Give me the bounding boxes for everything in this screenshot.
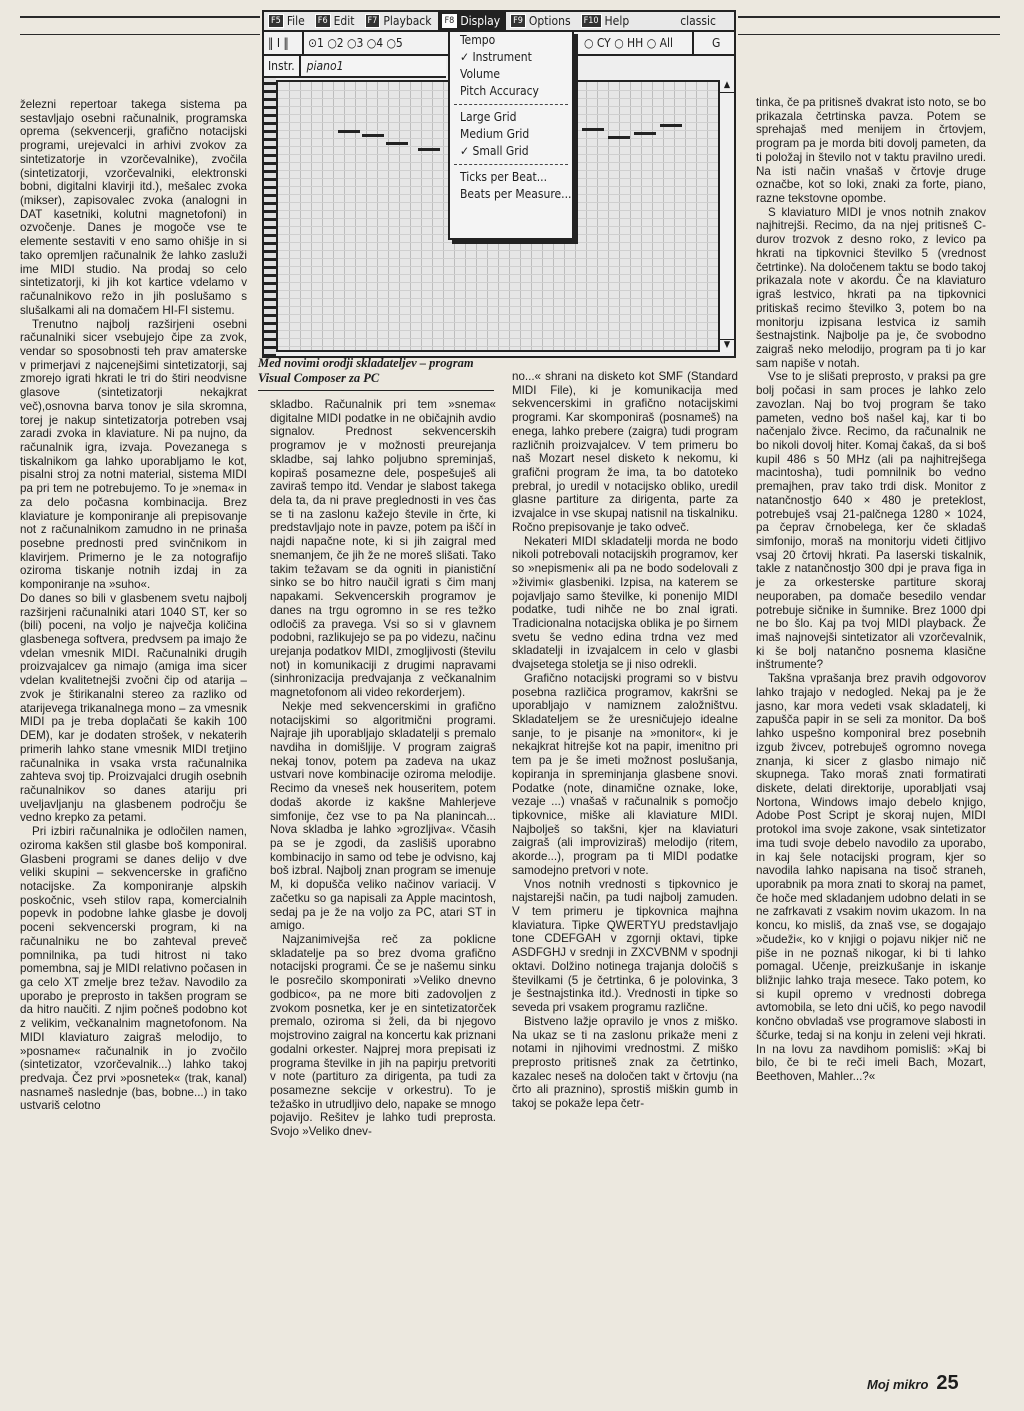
piano-key <box>264 138 276 141</box>
grid-row <box>278 322 719 323</box>
menu-options[interactable]: F9 Options <box>506 12 576 30</box>
paragraph: Grafično notacijski programi so v bistvu posebna različica programov, kakršni se uporabljajo v namiznem založništvu. Skladateljem se že uresničujejo idealne sanje, to je pisanje na »monitor«, ki je nekajkrat hitrejše kot na papir, imenitno pri tem pa je še imeti možnost poslušanja, kopiranja in spreminjanja glasbene snovi. Podatke (note, dinamične oznake, loke, vezaje ...) vnašaš v računalnik s pomočjo tipkovnice, miške ali klaviature MIDI. Najbolješ so takšni, kjer na klaviaturi zaigraš (ali improviziraš) melodijo (ritem, akorde...), program pa ti MIDI podatke samodejno pretvori v note. <box>512 671 738 877</box>
dd-instrument[interactable]: ✓ Instrument <box>460 50 532 64</box>
piano-key <box>264 290 276 293</box>
top-rule-right <box>738 16 1000 18</box>
paragraph: Vnos notnih vrednosti s tipkovnico je najstarejši način, pa tudi najbolj zamuden. V tem primeru je tipkovnica majhna klaviatura. Tipke QWERTYU predstavljajo tone CDEFGAH v zgornji oktavi, tipke ASDFGHJ v srednji in ZXCVBNM v spodnji oktavi. Dolžino notinega trajanja določiš s številkami (5 je četrtinka, 6 je polovinka, 3 je šestnajstinka itd.). Vrednosti in tipke so seveda pri vsakem programu različne. <box>512 877 738 1015</box>
toolbar-end[interactable]: G <box>712 36 721 50</box>
vertical-scrollbar[interactable] <box>718 80 734 352</box>
piano-key <box>264 194 276 197</box>
paragraph: tinka, če pa pritisneš dvakrat isto noto, se bo prikazala četrtinska pavza. Potem se sprehajaš med menijem in črtovjem, program pa je morda biti dovolj pameten, da ti položaj in število not v taktu pravilno uredi. Na isti način vnašaš v črtovje druge označbe, kot so loki, znaki za forte, piano, razne tekstovne opombe. <box>756 96 986 206</box>
grid-row <box>278 290 719 291</box>
piano-key <box>264 298 276 301</box>
dd-tempo[interactable]: Tempo <box>460 33 496 47</box>
note-bar[interactable] <box>418 148 440 151</box>
grid-row <box>278 266 719 267</box>
note-bar[interactable] <box>582 128 604 131</box>
page-number: 25 <box>936 1372 959 1394</box>
dd-volume[interactable]: Volume <box>460 67 501 81</box>
paragraph: Nekateri MIDI skladatelji morda ne bodo nikoli potrebovali notacijskih programov, ker so »nepismeni« ali pa ne bodo sodelovali z »živimi« glasbeniki. Izpisa, na katerem se pojavljajo samo številke, ki ponenijo MIDI podatke, tudi nihče ne bo znal igrati. Tradicionalna notacijska oblika je po širnem svetu še vedno edina trdna vez med skladatelji in izvajalcem in celo v glasbi dvajsetega stoletja se ji niso odrekli. <box>512 534 738 672</box>
paragraph: Pri izbiri računalnika je odločilen namen, oziroma kakšen stil glasbe boš komponiral. Glasbeni programi se danes delijo v dve veliki skupini – sekvencerske in grafično notacijske. Za komponiranje alpskih poskočnic, vseh stilov rapa, komercialnih popevk in podobne lahke glasbe je dovolj poceni sekvencerski program, ki na računalniku ne bo zahteval preveč pomnilnika, pa tudi hitrost ni tako pomembna, saj je MIDI relativno počasen in ga celo XT zmelje brez težav. Navodilo za uporabo je preprosto in takšen program se da hitro naučiti. Z njim počneš podobno kot z velikim, večkanalnim magnetofonom. Na MIDI klaviaturo zaigraš melodijo, to »posname« računalnik in jo zvočilo (sintetizator, vzorčevalnik...) lahko takoj predvaja. Čez prvi »posnetek« (trak, kanal) nasnameš naslednje (bas, bobne...) in tako ustvariš celotno <box>20 825 247 1113</box>
column-1 <box>20 98 247 1113</box>
grid-row <box>278 298 719 299</box>
dd-medium-grid[interactable]: Medium Grid <box>460 127 530 141</box>
menu-playback[interactable]: F7 Playback <box>361 12 438 30</box>
grid-row <box>278 314 719 315</box>
column-3 <box>512 370 738 1111</box>
piano-key <box>264 330 276 333</box>
note-bar[interactable] <box>362 134 384 137</box>
paragraph: Najzanimivejša reč za poklicne skladatelje pa so brez dvoma grafično notacijski programi. Če se je našemu sinku le posrečilo skomponirati »Veliko dnevno godbico«, pa ne more biti zadovoljen z zvokom posnetka, ker je en sintetizatorček premalo, oziroma si želi, da bi njegovo mojstrovino zaigral na koncertu kak priznani godalni orkester. Najprej mora prepisati iz programa številke in jih na papirju pretvoriti v note (partituro za dirigenta, pa tudi za posamezne sekcije v orkestru). To je težaško in utrudljivo delo, napake se mnogo pojavijo. Rešitev je lahko tudi preprosta. Svojo »Veliko dnev- <box>270 933 496 1139</box>
note-bar[interactable] <box>338 130 360 133</box>
piano-key <box>264 90 276 93</box>
top-rule-left <box>20 16 260 18</box>
mode-label: classic <box>680 14 716 28</box>
track-selector[interactable]: ⊙1 ○2 ○3 ○4 ○5 <box>308 36 403 50</box>
visual-composer-screenshot <box>262 10 736 358</box>
grid-row <box>278 338 719 339</box>
paragraph: Do danes so bili v glasbenem svetu najbolj razširjeni računalniki atari 1040 ST, ker so (bili) poceni, na voljo je največja količina glasbenega softvera, predvsem pa imajo že vdelan vmesnik MIDI. Računalniki drugih proizvajalcev ga nimajo (amiga ima sicer vdelan kvalitetnejši zvočni čip od atarija – zvok je štirikanalni stereo za razliko od atarijevega trikanalnega mono – za vmesnik MIDI pa je treba doplačati še kakih 100 DEM), kar je dodaten strošek, v nekaterih primerih lahko stane vmesnik MIDI tretjino računalnika in vsaka vrsta računalnika zahteva svoj tip. Proizvajalci drugih osebnih računalnikov so danes atariju pri uveljavljanju na glasbenem področju še vedno krepko za petami. <box>20 591 247 825</box>
note-bar[interactable] <box>608 136 630 139</box>
paragraph: Nekje med sekvencerskimi in grafično notacijskimi so algoritmični programi. Najraje jih uporabljajo skladatelji s premalo navdiha in domišljije. V program zaigraš nekaj tonov, potem pa zadeva na ukaz ustvari nove kombinacije oziroma melodije. Recimo da vneseš nek houseritem, potem dodaš akorde iz kakšne Mahlerjeve simfonije, čez vse to pa Na planincah... Nova skladba je lahko »grozljiva«. Včasih pa se je zgodi, da zaslišiš uporabno kombinacijo in samo od tebe je odvisno, kaj boš izbral. Najbolj znan program se imenuje M, ki dopušča veliko načinov variacij. V začetku so ga napisali za Apple macintosh, sedaj pa je že na voljo za PC, atari ST in amigo. <box>270 699 496 933</box>
piano-key <box>264 218 276 221</box>
grid-row <box>278 274 719 275</box>
instrument-label: Instr. <box>264 56 301 76</box>
grid-row <box>278 242 719 243</box>
paragraph: železni repertoar takega sistema pa sestavljajo osebni računalnik, programska oprema (sekvencerji, grafično notacijski programi, urejevalci in arhivi zvokov za sintetizatorje in vzorčevalnike), zvočila (sintetizatorji, vzorčevalniki, elektronski bobni, digitalni klavirji itd.), mešalec zvoka (mikser), zapisovalec zvoka (analogni in DAT kasetniki, kolutni magnetofoni) in ozvočenje. Danes je mogoče vse te elemente sestaviti v eno samo ohišje in si tako opremljen računalnik že lahko zasluži ime MIDI studio. Na prodaj so celo sintetizatorji, ki jih kot kartice vdelamo v računalnikovo režo in jih poslušamo s slušalkami ali na domačem HI-FI sistemu. <box>20 98 247 317</box>
piano-key <box>264 146 276 149</box>
piano-key <box>264 314 276 317</box>
piano-key <box>264 282 276 285</box>
paragraph: S klaviaturo MIDI je vnos notnih znakov najhitrejši. Recimo, da na njej pritisneš C-durov trozvok z desno roko, z levico pa hkrati na tipkovnici številko 5 (vrednost četrtinke). Na določenem taktu se bodo takoj prikazala note v akordu. Če na klaviaturo igraš lestvico, hkrati pa na tipkovnici pritiskaš recimo številko 3, potem bo na monitorju izpisana lestvica iz samih šestnajstink. Najbolje pa je, če svobodno zaigraš neko melodijo, program pa ti jo kar sam napiše v notah. <box>756 205 986 370</box>
piano-key <box>264 250 276 253</box>
piano-key <box>264 274 276 277</box>
dd-pitch-accuracy[interactable]: Pitch Accuracy <box>460 84 539 98</box>
piano-key <box>264 346 276 349</box>
column-2 <box>270 398 496 1139</box>
piano-key <box>264 122 276 125</box>
grid-row <box>278 258 719 259</box>
piano-key <box>264 154 276 157</box>
instrument-value[interactable]: piano1 <box>306 59 344 73</box>
piano-key <box>264 226 276 229</box>
piano-key <box>264 266 276 269</box>
piano-key <box>264 210 276 213</box>
menu-bar <box>264 12 734 32</box>
magazine-name: Moj mikro <box>867 1377 929 1392</box>
piano-key <box>264 178 276 181</box>
dd-separator-2 <box>454 164 568 165</box>
note-bar[interactable] <box>634 132 656 135</box>
dd-small-grid[interactable]: ✓ Small Grid <box>460 144 529 158</box>
piano-key <box>264 106 276 109</box>
top-rule-left-2 <box>20 34 260 35</box>
paragraph: Vse to je slišati preprosto, v praksi pa gre bolj počasi in sam proces je lahko zelo zavozlan. Naj bo tvoj program še tako pameten, vedno boš našel kaj, kar ti bo načenjalo živce. Recimo, da računalnik ne bo nikoli dovolj hiter. Komaj čakaš, da si boš kupil 486 s 50 MHz (ali pa najhitrejšega macintosha), tudi pomnilnik bo vedno premajhen, prav tako trdi disk. Monitor z natančnostjo 640 × 480 je preteklost, potrebuješ vsaj 21-palčnega 1280 × 1024, pa čeprav črnobelega, ker če skladaš simfonijo, moraš na monitorju videti čitljivo vsaj 20 črtovij hkrati. Pa laserski tiskalnik, takle z natančnostjo 300 dpi je prava figa in je za orkesterske partiture skoraj neuporaben, pa domače besedilo vendar potrebuje sičnike in šumnike. Brez 1000 dpi ne bo šlo. Kaj pa tvoj MIDI playback. Že imaš najnovejši sintetizator ali vzorčevalnik, ki še bolj natančno posnema klasične inštrumente? <box>756 370 986 672</box>
note-bar[interactable] <box>386 142 408 145</box>
caption-rule <box>258 390 494 391</box>
scroll-up-icon[interactable]: ▲ <box>720 80 734 93</box>
dd-ticks-per-beat[interactable]: Ticks per Beat... <box>460 170 548 184</box>
view-selector[interactable]: ○ CY ○ HH ○ All <box>580 32 694 54</box>
grid-row <box>278 330 719 331</box>
piano-key <box>264 98 276 101</box>
menu-display[interactable]: F8 Display <box>438 12 507 30</box>
page-footer <box>867 1372 959 1395</box>
note-bar[interactable] <box>660 124 682 127</box>
piano-key <box>264 170 276 173</box>
grid-row <box>278 306 719 307</box>
dd-large-grid[interactable]: Large Grid <box>460 110 517 124</box>
column-4 <box>756 96 986 1084</box>
piano-key <box>264 338 276 341</box>
menu-file[interactable]: F5 File <box>264 12 311 30</box>
piano-key <box>264 114 276 117</box>
piano-key <box>264 322 276 325</box>
instrument-row <box>264 56 446 78</box>
display-dropdown-menu <box>448 30 574 240</box>
menu-edit[interactable]: F6 Edit <box>311 12 361 30</box>
paragraph: Trenutno najbolj razširjeni osebni računalniki sicer vsebujejo čipe za zvok, vendar so sposobnosti teh prav amaterske v primerjavi z najcenejšimi sintetizatorji, saj zmorejo igrati hkrati le tri do štiri neodvisne glasove (sintetizatorji nekajkrat več),osnovna barva tonov je sila skromna, torej je nakup sintetizatorja potreben vsaj zaradi zvoka in klaviature. Ni pa nujno, da računalnik igra, izvaja. Povezanega s tiskalnikom ga lahko uporabljamo le kot, pisalni stroj za notni material, sistema MIDI pa pri tem ne potrebujemo. To je »nema« in za delo počasna kombinacija. Brez klaviature je komponiranje ali prepisovanje not z računalnikom zamudno in ne prinaša posebne prednosti pred svinčnikom in klavirjem. Primerno je le za notografijo oziroma tiskanje notnih izdaj in za komponiranje na »suho«. <box>20 317 247 592</box>
piano-key <box>264 186 276 189</box>
piano-key <box>264 242 276 245</box>
paragraph: Takšna vprašanja brez pravih odgovorov lahko trajajo v nedogled. Nekaj pa je že jasno, kar mora vedeti vsak skladatelj, ki zapušča papir in se seli za monitor. Da boš lahko uspešno komponiral brez posebnih izgub živcev, potrebuješ ogromno novega znanja, ki sicer z glasbo nimajo nič skupnega. Tako moraš znati formatirati diskete, delati direktorije, uporabljati vsaj Nortona, Windows imajo debelo knjigo, Adobe Post Script je skoraj nujen, MIDI protokol ima svoje zakone, vsak sintetizator ima tudi svoje debelo navodilo za uporabo, in kaj šele notacijski program, kjer so navodila lahko napisana na tisoč straneh, uporabnik pa mora znati to skoraj na pamet, če hoče med skladanjem udobno delati in se ne zafrkavati z vsakim novim ukazom. In na koncu, ko misliš, da znaš vse, se dogajajo »čudeži«, ko v knjigi o pojavu nikjer nič ne piše in ne poznaš nikogar, ki bi ti lahko pomagal. Učenje, preizkušanje in iskanje bližnjic lahko traja mesece. Tako potem, ko si kupil opremo v vrednosti dobrega avtomobila, se leto dni učiš, ko pego navodil končno obvladaš vse programove slabosti in ščurke, tedaj si na konju in zeleni veji hkrati. In na lovu za navdihom pomisliš: »Kaj bi bilo, če bi te reči imeli Bach, Mozart, Beethoven, Mahler...?« <box>756 672 986 1084</box>
piano-key <box>264 202 276 205</box>
dd-beats-per-measure[interactable]: Beats per Measure... <box>460 187 572 201</box>
grid-row <box>278 282 719 283</box>
paragraph: Bistveno lažje opravilo je vnos z miško. Na ukaz se ti na zaslonu prikaže meni z notami in njihovimi vrednostmi. Z miško preprosto pritisneš znak za četrtinko, kazalec neseš na določen takt v črtovju (na črto ali praznino), sprostiš miškin gumb in takoj se pokaže lepa četr- <box>512 1014 738 1111</box>
figure-caption: Med novimi orodji skladateljev – program Visual Composer za PC <box>258 356 474 385</box>
piano-key <box>264 306 276 309</box>
scroll-down-icon[interactable]: ▼ <box>720 339 734 352</box>
piano-key <box>264 234 276 237</box>
grid-row <box>278 346 719 347</box>
dd-separator <box>454 104 568 105</box>
piano-keys <box>264 78 276 358</box>
piano-key <box>264 162 276 165</box>
toolbar-controls[interactable]: ‖ I ‖ <box>264 32 304 54</box>
top-rule-right-2 <box>738 34 1000 35</box>
piano-key <box>264 82 276 85</box>
menu-help[interactable]: F10 Help <box>577 12 636 30</box>
piano-key <box>264 130 276 133</box>
grid-row <box>278 250 719 251</box>
paragraph: no...« shrani na disketo kot SMF (Standard MIDI File), ki je komunikacija med sekvencerskimi in grafično notacijskimi programi. Kar skomponiraš (posnameš) na enega, lahko prebere (zaigra) tudi program različnih proizvajalcev. V tem primeru bo naš Mozart nesel disketo k nekomu, ki grafični program že ima, ta bo datoteko prebral, jo uredil v notacijsko obliko, uredil glasne partiture za dirigenta, parte za izvajalce in vse skupaj natisnil na tiskalniku. Ročno prepisovanje je tako odveč. <box>512 370 738 534</box>
paragraph: skladbo. Računalnik pri tem »snema« digitalne MIDI podatke in ne običajnih avdio signalov. Prednost sekvencerskih programov je v možnosti preurejanja skladbe, saj lahko poljubno spreminjaš, kopiraš posamezne dele, pospešuješ ali zaviraš tempo itd. Vendar je slabost takega dela ta, da ni prave preglednosti in ves čas se ti na zaslonu kažejo števile in črte, ki predstavljajo note in pavze, potem pa iščí in najdi napačne note, ki si jih zaigral med snemanjem, če jih že ne moreš slišati. Tako takim težavam se da ogniti in pianističní sinko se bo hitro naučil igrati s čim manj napakami. Sekvencerskih programov je danes na trgu ogromno in se res težko odločiš za pravega. Vsi so si v glavnem podobni, razlikujejo se pa po videzu, načinu urejanja podatkov MIDI, zmogljivosti (številu not) in komunikaciji z drugimi napravami (sinhronizacija predvajanja z večkanalnim magnetofonom ali video rekorderjem). <box>270 398 496 700</box>
piano-key <box>264 258 276 261</box>
